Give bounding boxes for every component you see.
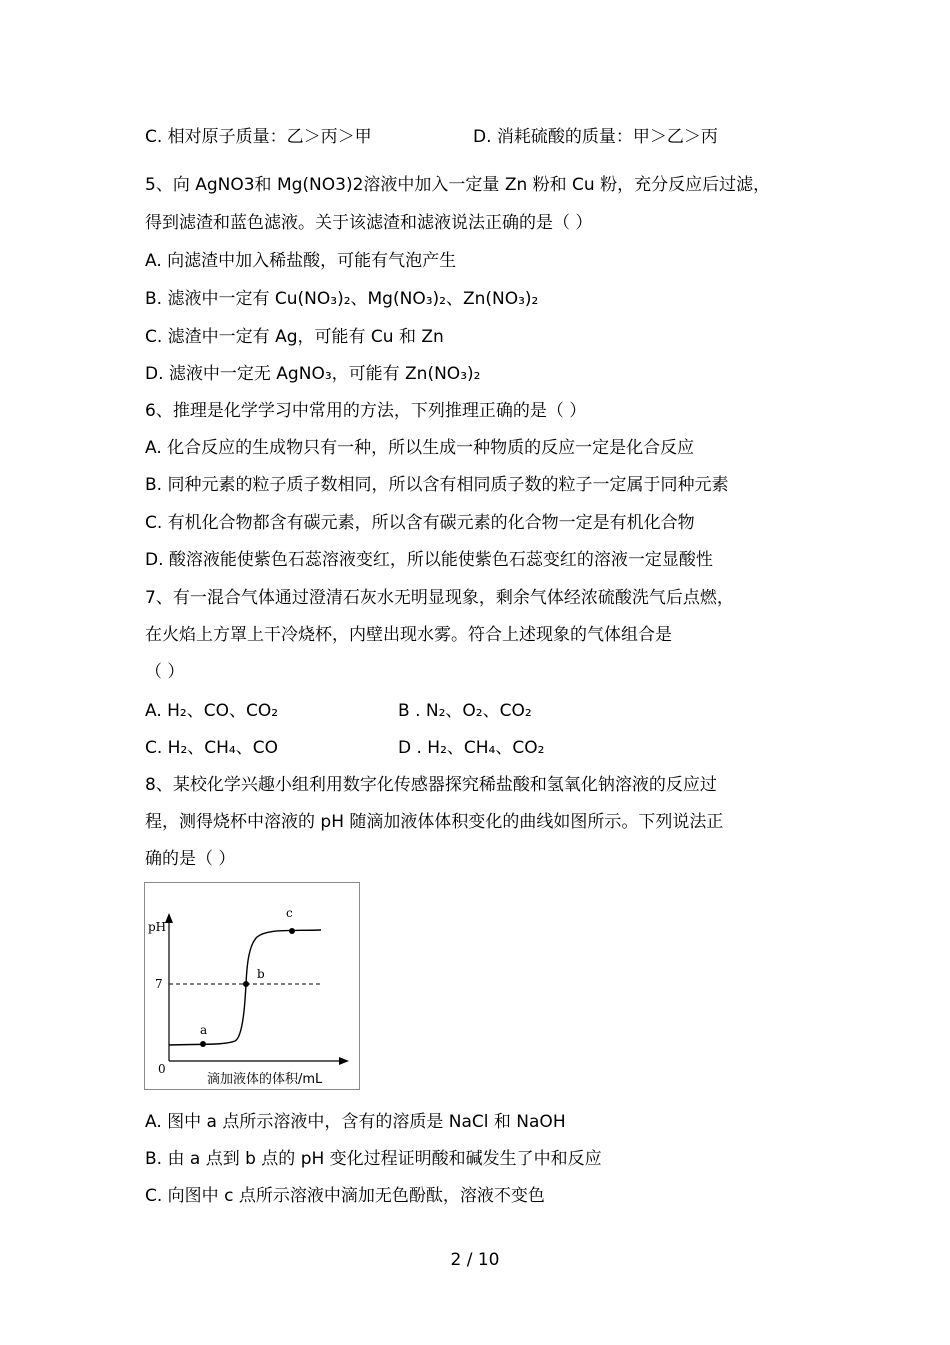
question-8-line-1: 8、某校化学兴趣小组利用数字化传感器探究稀盐酸和氢氧化钠溶液的反应过: [145, 775, 717, 795]
question-8-line-3: 确的是（ ）: [145, 849, 236, 869]
x-axis-arrow: [339, 1057, 349, 1065]
y-tick-7: 7: [155, 977, 163, 991]
question-7-line-2: 在火焰上方罩上干冷烧杯，内壁出现水雾。符合上述现象的气体组合是: [145, 625, 672, 645]
question-5-line-1: 5、向 AgNO3和 Mg(NO3)2溶液中加入一定量 Zn 粉和 Cu 粉，充分反应后过滤，: [145, 175, 771, 195]
point-c-dot: [289, 928, 295, 934]
ph-curve-svg: [145, 883, 359, 1089]
ph-curve-figure: [144, 882, 360, 1090]
question-7-line-1: 7、有一混合气体通过澄清石灰水无明显现象，剩余气体经浓硫酸洗气后点燃，: [145, 588, 734, 608]
page-number: 2 / 10: [450, 1250, 500, 1270]
question-6: 6、推理是化学学习中常用的方法，下列推理正确的是（ ）: [145, 401, 587, 421]
option-5b: B. 滤液中一定有 Cu(NO₃)₂、Mg(NO₃)₂、Zn(NO₃)₂: [145, 289, 539, 309]
option-7b: B . N₂、O₂、CO₂: [398, 701, 532, 721]
option-5c: C. 滤渣中一定有 Ag，可能有 Cu 和 Zn: [145, 327, 444, 347]
option-7d: D . H₂、CH₄、CO₂: [398, 738, 545, 758]
option-5a: A. 向滤渣中加入稀盐酸，可能有气泡产生: [145, 251, 457, 271]
x-axis-label: 滴加液体的体积/mL: [207, 1072, 323, 1087]
question-7-line-3: （ ）: [145, 662, 185, 682]
option-6a: A. 化合反应的生成物只有一种，所以生成一种物质的反应一定是化合反应: [145, 438, 695, 458]
line-q4-d: D. 消耗硫酸的质量：甲＞乙＞丙: [473, 127, 718, 147]
option-7a: A. H₂、CO、CO₂: [145, 701, 279, 721]
option-5d: D. 滤液中一定无 AgNO₃，可能有 Zn(NO₃)₂: [145, 364, 481, 384]
question-5-line-2: 得到滤渣和蓝色滤液。关于该滤渣和滤液说法正确的是（ ）: [145, 213, 593, 233]
y-axis-label: pH: [148, 920, 167, 934]
point-a-label: a: [200, 1023, 208, 1037]
question-8-line-2: 程，测得烧杯中溶液的 pH 随滴加液体体积变化的曲线如图所示。下列说法正: [145, 812, 724, 832]
point-c-label: c: [286, 906, 293, 920]
point-b-label: b: [257, 967, 265, 981]
option-7c: C. H₂、CH₄、CO: [145, 738, 278, 758]
option-6c: C. 有机化合物都含有碳元素，所以含有碳元素的化合物一定是有机化合物: [145, 513, 695, 533]
option-6d: D. 酸溶液能使紫色石蕊溶液变红，所以能使紫色石蕊变红的溶液一定显酸性: [145, 550, 713, 570]
point-b-dot: [243, 981, 249, 987]
point-a-dot: [200, 1041, 206, 1047]
option-8c: C. 向图中 c 点所示溶液中滴加无色酚酞，溶液不变色: [145, 1186, 545, 1206]
origin-label: 0: [158, 1062, 166, 1076]
ph-curve: [169, 930, 321, 1045]
line-q4-c: C. 相对原子质量：乙＞丙＞甲: [145, 127, 372, 147]
y-axis-arrow: [165, 913, 173, 923]
option-8a: A. 图中 a 点所示溶液中，含有的溶质是 NaCl 和 NaOH: [145, 1112, 566, 1132]
option-6b: B. 同种元素的粒子质子数相同，所以含有相同质子数的粒子一定属于同种元素: [145, 475, 729, 495]
option-8b: B. 由 a 点到 b 点的 pH 变化过程证明酸和碱发生了中和反应: [145, 1149, 602, 1169]
